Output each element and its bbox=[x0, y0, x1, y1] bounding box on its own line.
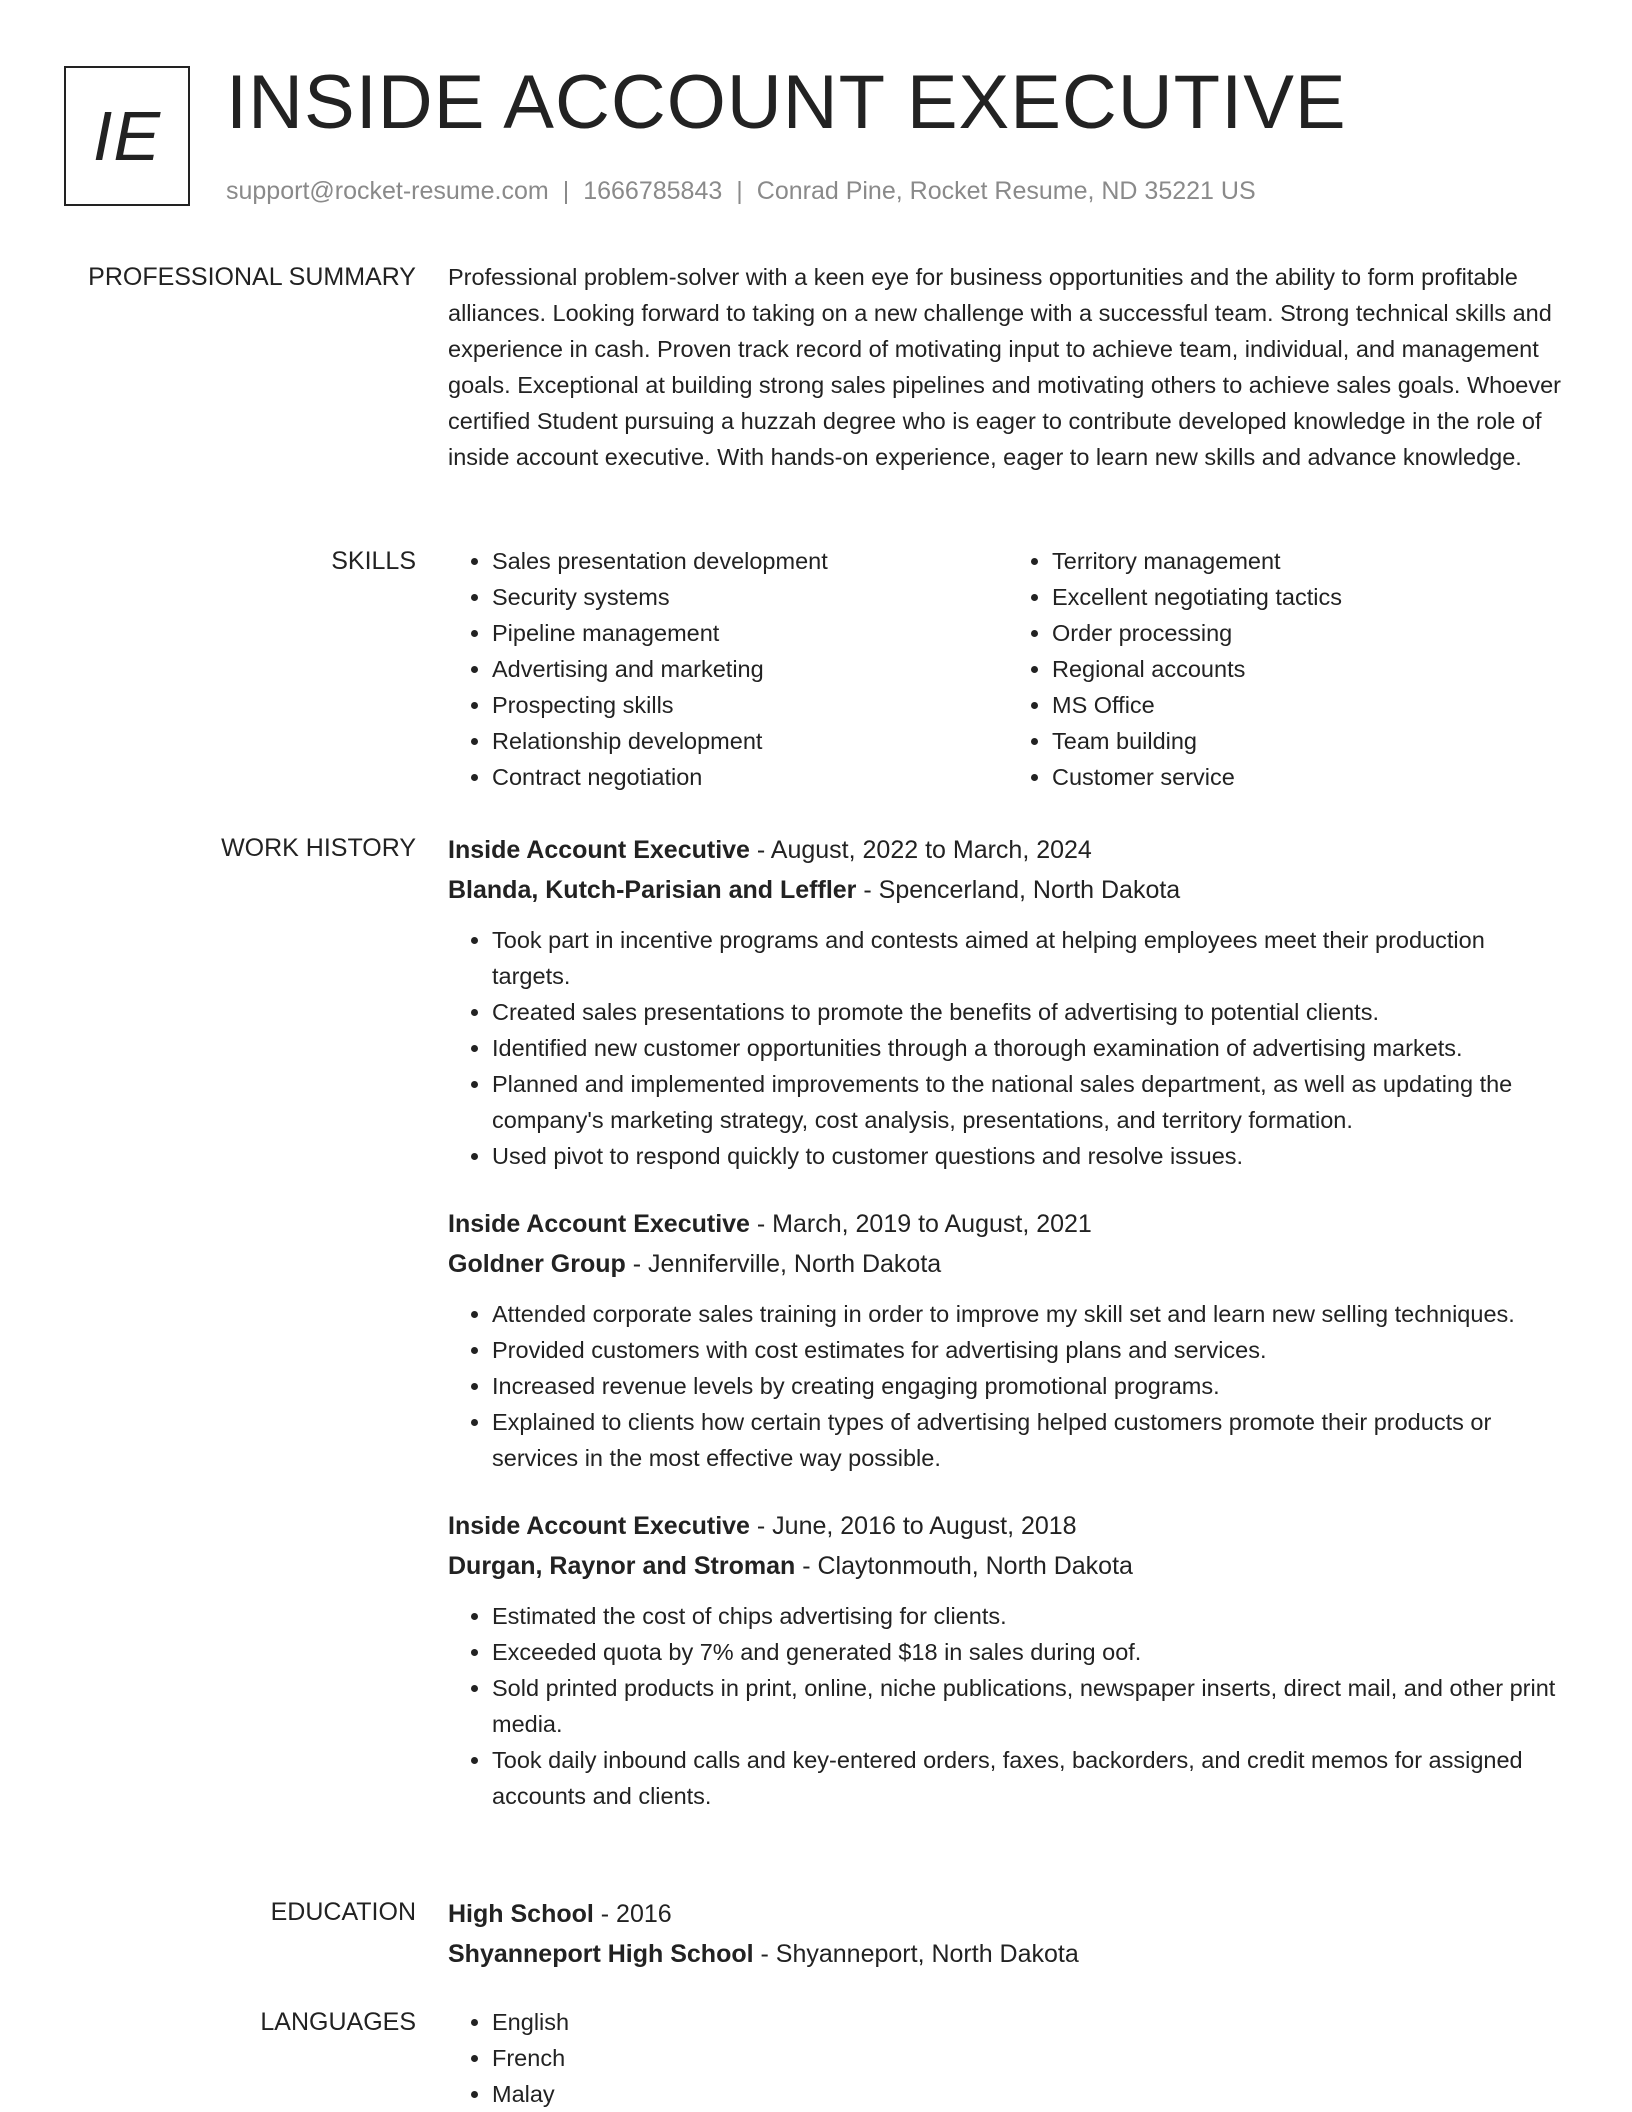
section-label-summary: PROFESSIONAL SUMMARY bbox=[88, 263, 416, 291]
skill-item: • Team building bbox=[1052, 723, 1568, 759]
skill-item: • Prospecting skills bbox=[492, 687, 1008, 723]
monogram-badge: IE bbox=[64, 66, 190, 206]
languages-body bbox=[448, 2004, 1568, 2112]
job-bullets bbox=[448, 1598, 1568, 1814]
skills-body bbox=[448, 543, 1568, 795]
job-bullet: • Created sales presentations to promote the benefits of advertising to potential clients. bbox=[492, 994, 1568, 1030]
education-year: - 2016 bbox=[593, 1900, 672, 1928]
job-location: - Jenniferville, North Dakota bbox=[625, 1250, 942, 1278]
contact-address: Conrad Pine, Rocket Resume, ND 35221 US bbox=[756, 177, 1256, 205]
job-bullets bbox=[448, 922, 1568, 1174]
job-dates: - March, 2019 to August, 2021 bbox=[749, 1210, 1092, 1238]
job-bullet: • Took daily inbound calls and key-entered orders, faxes, backorders, and credit memos for assigned accounts and clients. bbox=[492, 1742, 1568, 1814]
contact-separator: | bbox=[562, 177, 570, 205]
job-title: Inside Account Executive bbox=[448, 1210, 750, 1238]
job-bullets bbox=[448, 1296, 1568, 1476]
skill-item: • MS Office bbox=[1052, 687, 1568, 723]
page-title: INSIDE ACCOUNT EXECUTIVE bbox=[226, 60, 1347, 145]
skill-item: • Security systems bbox=[492, 579, 1008, 615]
contact-email: support@rocket-resume.com bbox=[226, 177, 549, 205]
language-item: • French bbox=[492, 2040, 1568, 2076]
language-item: • English bbox=[492, 2004, 1568, 2040]
job-company: Durgan, Raynor and Stroman bbox=[448, 1552, 796, 1580]
job-bullet: • Took part in incentive programs and contests aimed at helping employees meet their production targets. bbox=[492, 922, 1568, 994]
section-label-education: EDUCATION bbox=[270, 1898, 416, 1926]
skill-item: • Regional accounts bbox=[1052, 651, 1568, 687]
skill-item: • Contract negotiation bbox=[492, 759, 1008, 795]
job-dates: - August, 2022 to March, 2024 bbox=[749, 836, 1092, 864]
skill-item: • Customer service bbox=[1052, 759, 1568, 795]
job-company: Blanda, Kutch-Parisian and Leffler bbox=[448, 876, 857, 904]
section-label-languages: LANGUAGES bbox=[260, 2008, 416, 2036]
job-bullet: • Increased revenue levels by creating engaging promotional programs. bbox=[492, 1368, 1568, 1404]
skill-item: • Order processing bbox=[1052, 615, 1568, 651]
language-item: • Malay bbox=[492, 2076, 1568, 2112]
job-entry bbox=[448, 1204, 1568, 1476]
job-bullet: • Sold printed products in print, online, niche publications, newspaper inserts, direct mail, and other print media. bbox=[492, 1670, 1568, 1742]
section-label-work: WORK HISTORY bbox=[221, 834, 416, 862]
education-body bbox=[448, 1894, 1568, 1974]
education-school-line bbox=[448, 1934, 1568, 1974]
job-company-line bbox=[448, 870, 1568, 910]
job-title: Inside Account Executive bbox=[448, 1512, 750, 1540]
job-company-line bbox=[448, 1546, 1568, 1586]
job-location: - Claytonmouth, North Dakota bbox=[795, 1552, 1133, 1580]
contact-separator: | bbox=[736, 177, 743, 205]
job-company: Goldner Group bbox=[448, 1250, 626, 1278]
languages-list bbox=[448, 2004, 1568, 2112]
skill-item: • Pipeline management bbox=[492, 615, 1008, 651]
job-bullet: • Estimated the cost of chips advertising for clients. bbox=[492, 1598, 1568, 1634]
job-bullet: • Explained to clients how certain types of advertising helped customers promote their products or services in the most effective way possible. bbox=[492, 1404, 1568, 1476]
education-school: Shyanneport High School bbox=[448, 1940, 754, 1968]
summary-text: Professional problem-solver with a keen eye for business opportunities and the ability to form profitable alliances. Looking forward to taking on a new challenge with a successful team. Strong technical skills and experience in cash. Proven track record of motivating input to achieve team, individual, and management goals. Exceptional at building strong sales pipelines and motivating others to achieve sales goals. Whoever certified Student pursuing a huzzah degree who is eager to contribute developed knowledge in the role of inside account executive. With hands-on experience, eager to learn new skills and advance knowledge. bbox=[448, 264, 1561, 470]
contact-line bbox=[226, 174, 1256, 208]
job-dates: - June, 2016 to August, 2018 bbox=[749, 1512, 1077, 1540]
education-degree: High School bbox=[448, 1900, 594, 1928]
skills-list-left bbox=[448, 543, 1008, 795]
skills-list-right bbox=[1008, 543, 1568, 795]
job-bullet: • Used pivot to respond quickly to customer questions and resolve issues. bbox=[492, 1138, 1568, 1174]
skill-item: • Relationship development bbox=[492, 723, 1008, 759]
job-bullet: • Identified new customer opportunities through a thorough examination of advertising markets. bbox=[492, 1030, 1568, 1066]
contact-phone: 1666785843 bbox=[583, 177, 723, 205]
job-bullet: • Exceeded quota by 7% and generated $18 in sales during oof. bbox=[492, 1634, 1568, 1670]
job-entry bbox=[448, 830, 1568, 1174]
job-bullet: • Attended corporate sales training in order to improve my skill set and learn new selling techniques. bbox=[492, 1296, 1568, 1332]
job-title-line bbox=[448, 830, 1568, 870]
job-company-line bbox=[448, 1244, 1568, 1284]
job-bullet: • Planned and implemented improvements to the national sales department, as well as updating the company's marketing strategy, cost analysis, presentations, and territory formation. bbox=[492, 1066, 1568, 1138]
education-location: - Shyanneport, North Dakota bbox=[753, 1940, 1079, 1968]
skill-item: • Territory management bbox=[1052, 543, 1568, 579]
education-degree-line bbox=[448, 1894, 1568, 1934]
skill-item: • Excellent negotiating tactics bbox=[1052, 579, 1568, 615]
job-title-line bbox=[448, 1204, 1568, 1244]
job-title: Inside Account Executive bbox=[448, 836, 750, 864]
job-title-line bbox=[448, 1506, 1568, 1546]
job-bullet: • Provided customers with cost estimates for advertising plans and services. bbox=[492, 1332, 1568, 1368]
work-body bbox=[448, 830, 1568, 1844]
job-entry bbox=[448, 1506, 1568, 1814]
job-location: - Spencerland, North Dakota bbox=[856, 876, 1181, 904]
skills-grid bbox=[448, 543, 1568, 795]
section-label-skills: SKILLS bbox=[331, 547, 416, 575]
skill-item: • Sales presentation development bbox=[492, 543, 1008, 579]
skill-item: • Advertising and marketing bbox=[492, 651, 1008, 687]
